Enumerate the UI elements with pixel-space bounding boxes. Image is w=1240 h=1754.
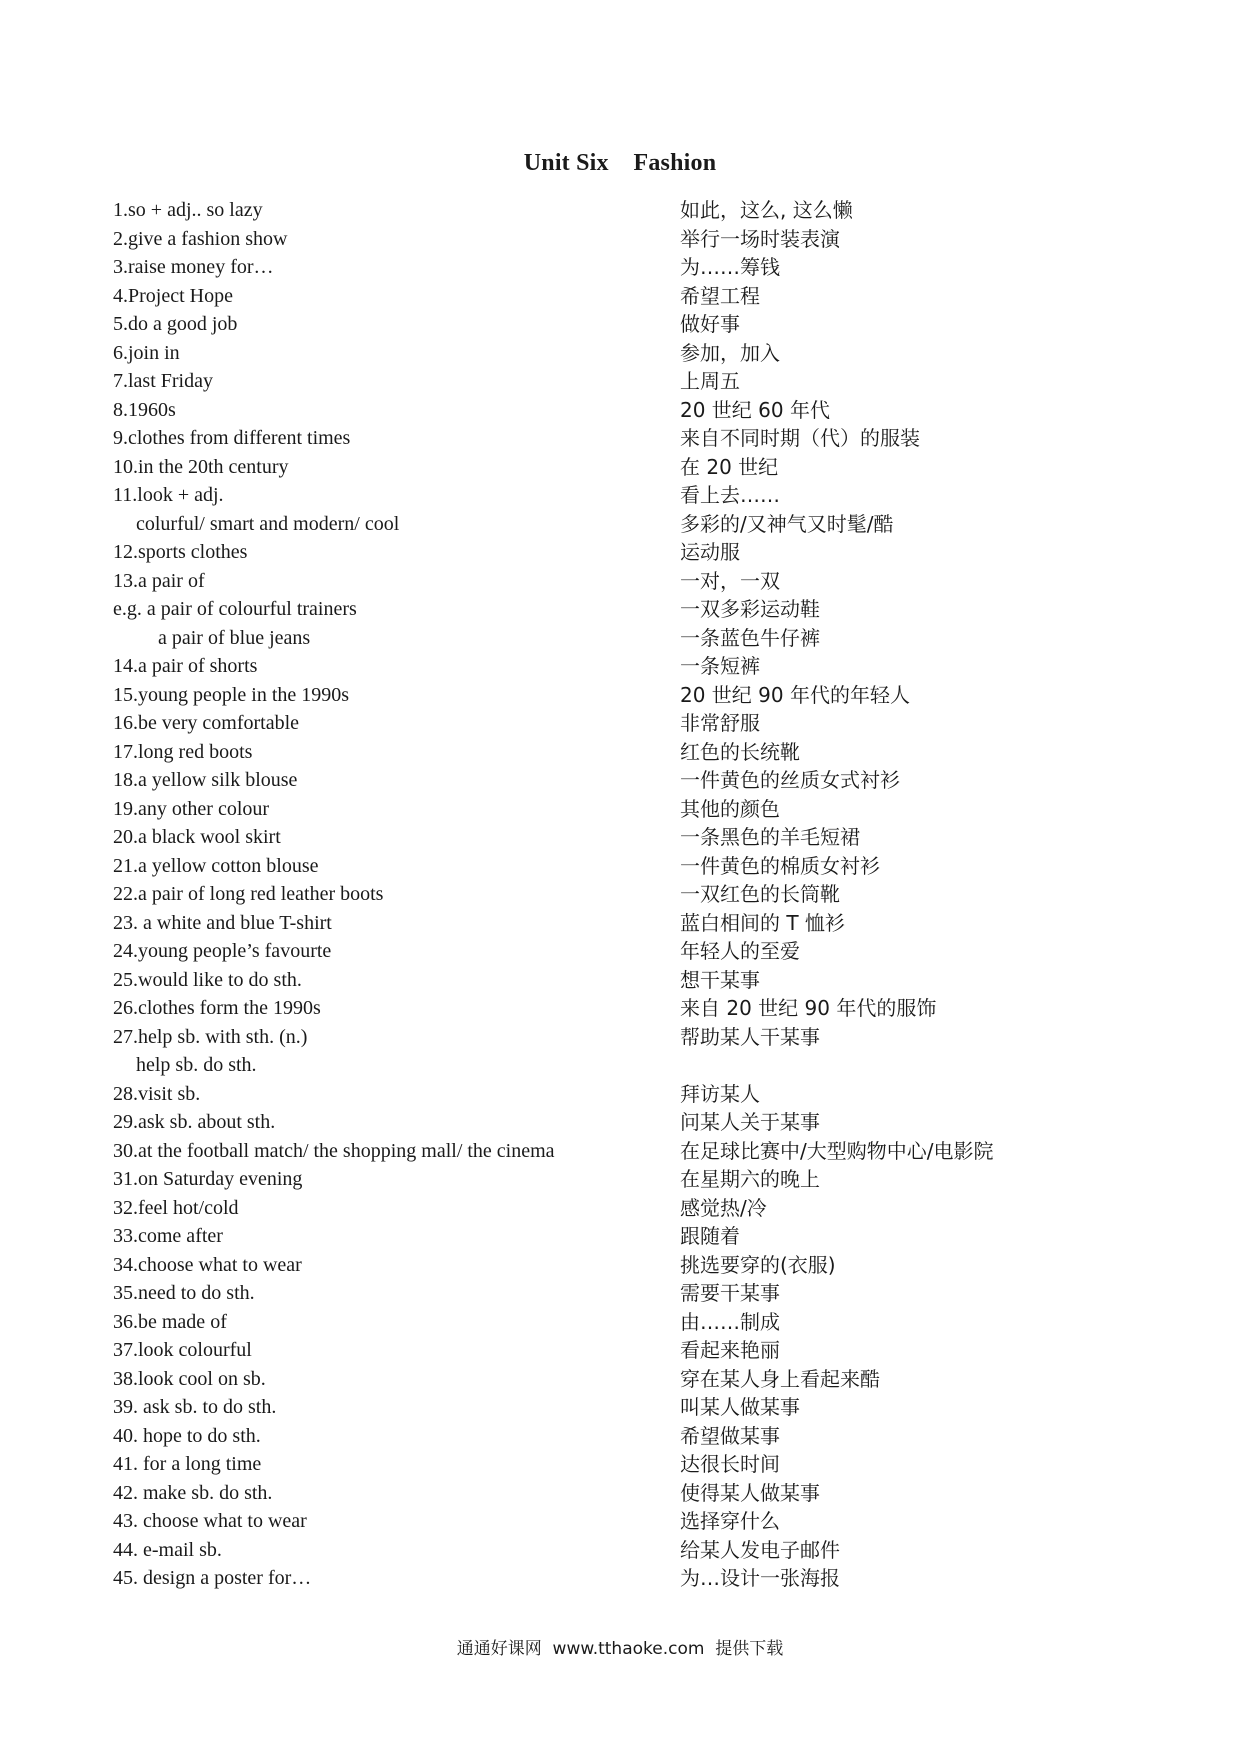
chinese-translation: 一双多彩运动鞋: [680, 597, 820, 621]
chinese-translation: 运动服: [680, 540, 740, 564]
english-phrase: colurful/ smart and modern/ cool: [136, 512, 400, 535]
english-phrase: 36.be made of: [113, 1310, 227, 1333]
english-phrase: 25.would like to do sth.: [113, 968, 302, 991]
chinese-translation: 看起来艳丽: [680, 1338, 780, 1362]
page-title: Unit Six Fashion: [523, 150, 717, 176]
vocab-row: [0, 1336, 1240, 1365]
english-phrase: 45. design a poster for…: [113, 1567, 312, 1589]
vocab-row: [0, 1308, 1240, 1337]
chinese-translation: 看上去……: [680, 483, 780, 507]
chinese-translation: 希望做某事: [680, 1423, 780, 1448]
vocab-row: [0, 538, 1240, 567]
chinese-translation: 希望工程: [680, 283, 760, 308]
chinese-translation: 在足球比赛中/大型购物中心/电影院: [680, 1138, 994, 1163]
english-phrase: 44. e-mail sb.: [113, 1538, 222, 1561]
english-phrase: 20.a black wool skirt: [113, 826, 281, 848]
vocab-row: [0, 1080, 1240, 1109]
english-phrase: 42. make sb. do sth.: [113, 1481, 273, 1504]
english-phrase: 3.raise money for…: [113, 256, 274, 278]
chinese-translation: 蓝白相间的 T 恤衫: [680, 910, 845, 935]
english-phrase: 39. ask sb. to do sth.: [113, 1396, 277, 1418]
english-phrase: 41. for a long time: [113, 1453, 262, 1475]
chinese-translation: 20 世纪 60 年代: [680, 397, 830, 422]
chinese-translation: 来自不同时期（代）的服装: [680, 426, 920, 450]
english-phrase: 17.long red boots: [113, 740, 253, 763]
vocab-row: [0, 396, 1240, 425]
chinese-translation: 如此，这么, 这么懒: [680, 198, 853, 222]
vocab-row: [0, 652, 1240, 681]
vocab-row: [0, 1137, 1240, 1166]
chinese-translation: 一对，一双: [680, 568, 780, 593]
chinese-translation: 在星期六的晚上: [680, 1167, 820, 1191]
vocab-row: [0, 282, 1240, 311]
vocab-row: [0, 709, 1240, 738]
vocab-row: [0, 937, 1240, 966]
vocab-row: [0, 1023, 1240, 1052]
chinese-translation: 使得某人做某事: [680, 1480, 820, 1505]
vocab-row: [0, 1536, 1240, 1565]
chinese-translation: 其他的颜色: [680, 796, 780, 821]
vocab-row: [0, 310, 1240, 339]
english-phrase: 27.help sb. with sth. (n.): [113, 1025, 308, 1048]
english-phrase: 2.give a fashion show: [113, 227, 288, 250]
english-phrase: 23. a white and blue T-shirt: [113, 911, 332, 934]
vocab-row: [0, 1450, 1240, 1479]
chinese-translation: 选择穿什么: [680, 1509, 780, 1533]
vocab-row: [0, 1194, 1240, 1223]
chinese-translation: 参加，加入: [680, 340, 780, 365]
chinese-translation: 想干某事: [680, 967, 760, 992]
vocab-row: [0, 510, 1240, 539]
vocab-row: [0, 595, 1240, 624]
chinese-translation: 年轻人的至爱: [680, 939, 800, 963]
english-phrase: 31.on Saturday evening: [113, 1168, 303, 1190]
chinese-translation: 帮助某人干某事: [680, 1024, 820, 1049]
english-phrase: 43. choose what to wear: [113, 1510, 307, 1532]
english-phrase: 1.so + adj.. so lazy: [113, 199, 263, 221]
english-phrase: 13.a pair of: [113, 569, 205, 592]
english-phrase: 10.in the 20th century: [113, 455, 289, 478]
vocab-row: [0, 1251, 1240, 1280]
chinese-translation: 跟随着: [680, 1224, 740, 1248]
chinese-translation: 由……制成: [680, 1309, 780, 1334]
english-phrase: 29.ask sb. about sth.: [113, 1111, 276, 1133]
vocab-row: [0, 823, 1240, 852]
vocab-row: [0, 880, 1240, 909]
vocab-row: [0, 738, 1240, 767]
english-phrase: 8.1960s: [113, 398, 176, 421]
english-phrase: 4.Project Hope: [113, 284, 233, 307]
chinese-translation: 多彩的/又神气又时髦/酷: [680, 511, 894, 536]
english-phrase: help sb. do sth.: [136, 1054, 257, 1076]
vocab-row: [0, 624, 1240, 653]
chinese-translation: 拜访某人: [680, 1081, 760, 1106]
english-phrase: 5.do a good job: [113, 313, 238, 335]
chinese-translation: 非常舒服: [680, 711, 760, 735]
english-phrase: 33.come after: [113, 1225, 223, 1247]
vocab-row: [0, 766, 1240, 795]
english-phrase: 40. hope to do sth.: [113, 1424, 261, 1447]
english-phrase: 12.sports clothes: [113, 541, 248, 563]
english-phrase: 38.look cool on sb.: [113, 1367, 266, 1390]
vocab-row: [0, 1393, 1240, 1422]
chinese-translation: 感觉热/冷: [680, 1195, 767, 1220]
english-phrase: 28.visit sb.: [113, 1082, 201, 1105]
chinese-translation: 一件黄色的棉质女衬衫: [680, 853, 880, 878]
chinese-translation: 一条短裤: [680, 654, 760, 678]
vocab-row: [0, 567, 1240, 596]
vocab-row: [0, 196, 1240, 225]
chinese-translation: 需要干某事: [680, 1281, 780, 1305]
vocab-row: [0, 909, 1240, 938]
vocab-row: [0, 1479, 1240, 1508]
chinese-translation: 举行一场时装表演: [680, 226, 840, 251]
english-phrase: 30.at the football match/ the shopping mall/ the cinema: [113, 1139, 555, 1162]
english-phrase: 26.clothes form the 1990s: [113, 997, 321, 1019]
english-phrase: 21.a yellow cotton blouse: [113, 854, 319, 877]
english-phrase: 15.young people in the 1990s: [113, 683, 350, 706]
vocab-row: [0, 424, 1240, 453]
chinese-translation: 达很长时间: [680, 1452, 780, 1476]
chinese-translation: 上周五: [680, 369, 740, 393]
chinese-translation: 给某人发电子邮件: [680, 1537, 840, 1562]
vocab-row: [0, 453, 1240, 482]
vocab-row: [0, 1165, 1240, 1194]
chinese-translation: 一双红色的长筒靴: [680, 882, 840, 906]
vocab-row: [0, 481, 1240, 510]
vocab-row: [0, 367, 1240, 396]
chinese-translation: 叫某人做某事: [680, 1395, 800, 1419]
vocab-row: [0, 1279, 1240, 1308]
chinese-translation: 一条蓝色牛仔裤: [680, 625, 820, 650]
english-phrase: 35.need to do sth.: [113, 1282, 255, 1304]
english-phrase: e.g. a pair of colourful trainers: [113, 598, 357, 620]
english-phrase: 24.young people’s favourte: [113, 940, 332, 962]
page-footer: 通通好课网 www.tthaoke.com 提供下载: [456, 1639, 784, 1659]
chinese-translation: 穿在某人身上看起来酷: [680, 1366, 880, 1391]
english-phrase: 37.look colourful: [113, 1339, 252, 1361]
vocab-row: [0, 253, 1240, 282]
english-phrase: 14.a pair of shorts: [113, 655, 258, 677]
english-phrase: 16.be very comfortable: [113, 712, 300, 734]
vocab-row: [0, 1422, 1240, 1451]
vocab-row: [0, 1507, 1240, 1536]
vocab-row: [0, 681, 1240, 710]
english-phrase: 22.a pair of long red leather boots: [113, 883, 384, 905]
chinese-translation: 在 20 世纪: [680, 454, 779, 479]
vocab-row: [0, 1564, 1240, 1593]
chinese-translation: 为…设计一张海报: [680, 1566, 840, 1590]
vocab-row: [0, 1108, 1240, 1137]
chinese-translation: 问某人关于某事: [680, 1110, 820, 1134]
vocab-row: [0, 795, 1240, 824]
english-phrase: 19.any other colour: [113, 797, 270, 820]
chinese-translation: 20 世纪 90 年代的年轻人: [680, 682, 910, 707]
chinese-translation: 为……筹钱: [680, 255, 780, 279]
english-phrase: 7.last Friday: [113, 370, 213, 392]
vocab-row: [0, 1051, 1240, 1080]
english-phrase: 6.join in: [113, 341, 180, 364]
vocab-row: [0, 852, 1240, 881]
chinese-translation: 来自 20 世纪 90 年代的服饰: [680, 996, 937, 1020]
vocabulary-list: [0, 196, 1240, 1593]
english-phrase: a pair of blue jeans: [158, 626, 311, 649]
english-phrase: 32.feel hot/cold: [113, 1196, 239, 1219]
english-phrase: 18.a yellow silk blouse: [113, 769, 298, 791]
vocab-row: [0, 966, 1240, 995]
vocab-row: [0, 1222, 1240, 1251]
english-phrase: 34.choose what to wear: [113, 1253, 302, 1276]
chinese-translation: 红色的长统靴: [680, 739, 800, 764]
vocab-row: [0, 994, 1240, 1023]
english-phrase: 11.look + adj.: [113, 484, 224, 506]
vocab-row: [0, 339, 1240, 368]
chinese-translation: 一条黑色的羊毛短裙: [680, 825, 860, 849]
chinese-translation: 一件黄色的丝质女式衬衫: [680, 768, 900, 792]
english-phrase: 9.clothes from different times: [113, 427, 351, 449]
vocab-row: [0, 225, 1240, 254]
vocab-row: [0, 1365, 1240, 1394]
chinese-translation: 做好事: [680, 312, 740, 336]
chinese-translation: 挑选要穿的(衣服): [680, 1252, 836, 1277]
